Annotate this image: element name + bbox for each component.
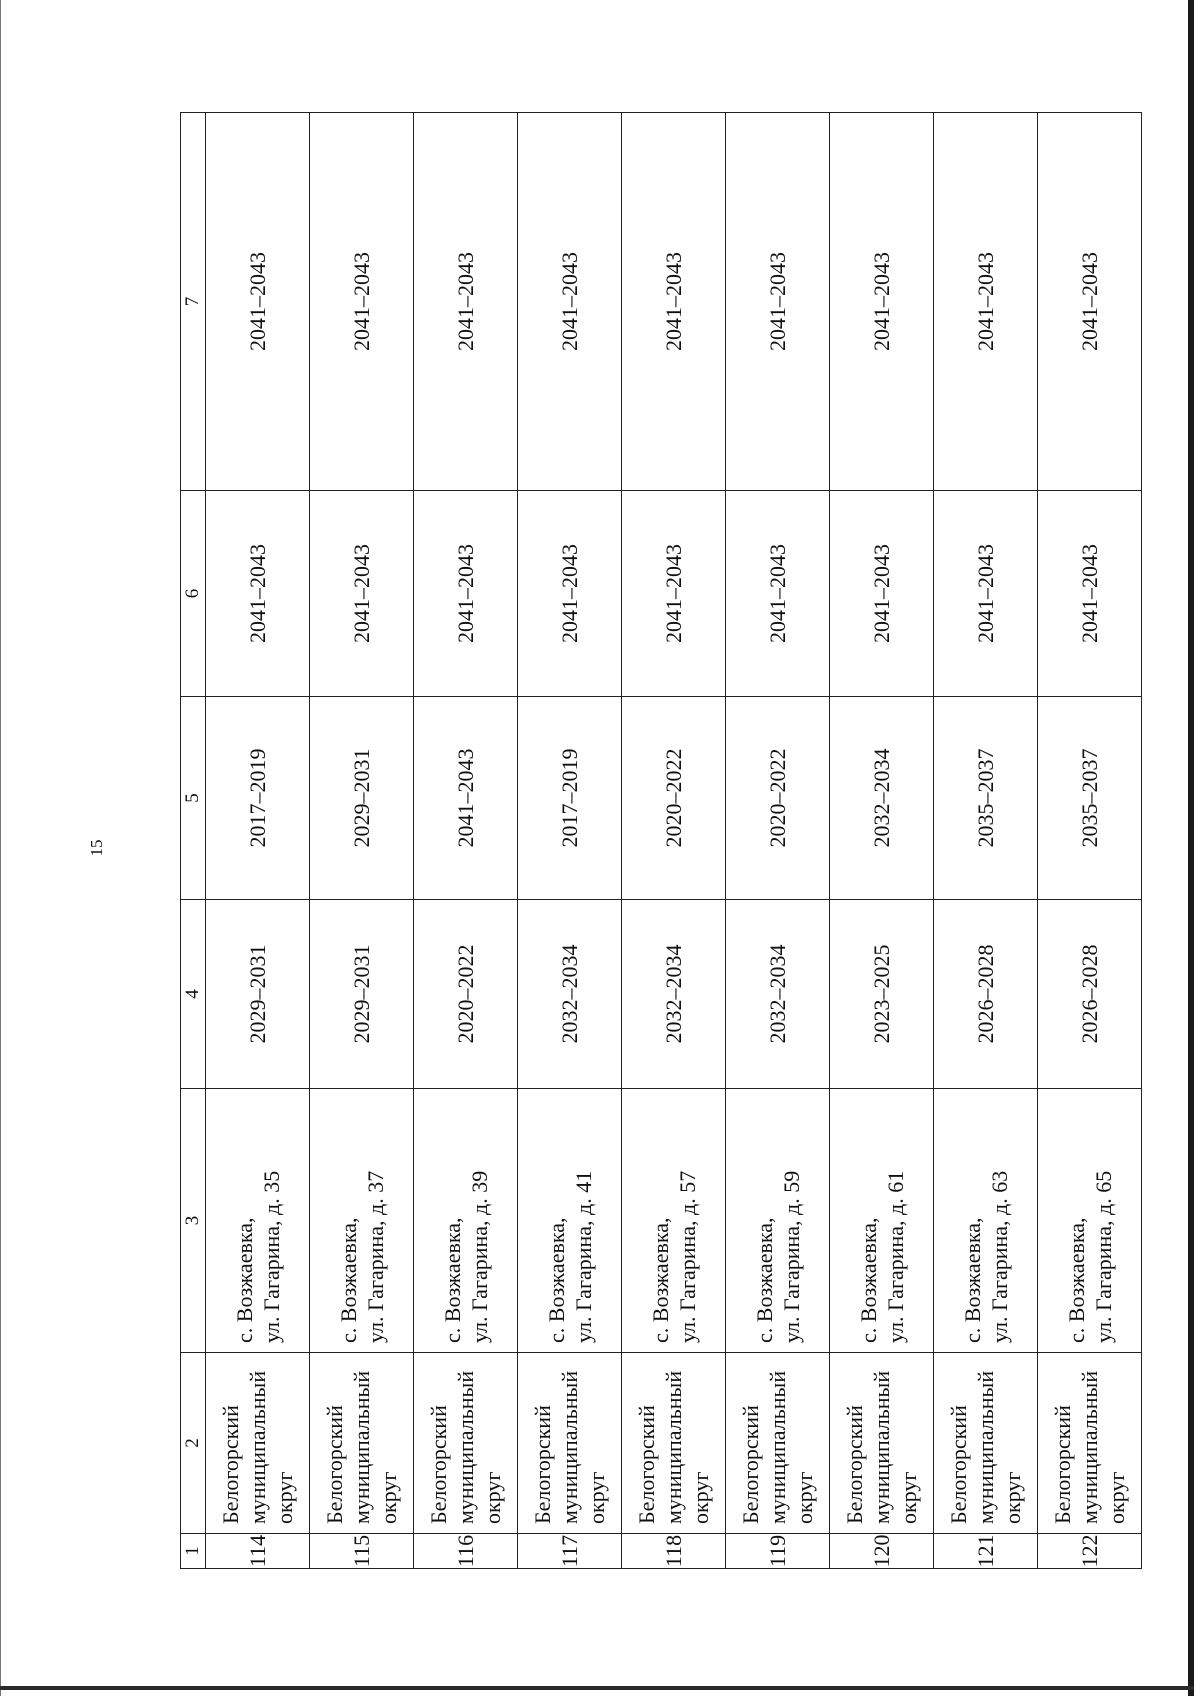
row-number-cell: 115 [310,1534,414,1569]
schedule-table [180,112,1142,1569]
header-col-5: 5 [181,697,206,900]
address-street: ул. Гагарина, д. 39 [466,1170,492,1343]
district-cell: Белогорский муниципальный округ [726,1353,830,1534]
address-cell [830,1089,934,1353]
page-right-border [1188,0,1194,1696]
period-col-6-cell: 2041–2043 [206,491,310,697]
period-col-7-cell: 2041–2043 [934,113,1038,491]
period-col-4-cell: 2029–2031 [206,900,310,1089]
address-cell [726,1089,830,1353]
period-col-5-cell: 2035–2037 [934,697,1038,900]
address-settlement: с. Возжаевка, [439,1217,465,1343]
row-number-cell: 117 [518,1534,622,1569]
period-col-5-cell: 2032–2034 [830,697,934,900]
period-col-6-cell: 2041–2043 [310,491,414,697]
address-settlement: с. Возжаевка, [855,1217,881,1343]
row-number-cell: 118 [622,1534,726,1569]
period-col-6-cell: 2041–2043 [726,491,830,697]
header-col-4: 4 [181,900,206,1089]
period-col-5-cell: 2035–2037 [1038,697,1142,900]
address-cell [414,1089,518,1353]
address-settlement: с. Возжаевка, [959,1217,985,1343]
period-col-5-cell: 2041–2043 [414,697,518,900]
district-cell: Белогорский муниципальный округ [518,1353,622,1534]
address-street: ул. Гагарина, д. 35 [258,1170,284,1343]
schedule-table-container [180,113,1134,1569]
header-col-1: 1 [181,1534,206,1569]
table-row [622,113,726,1569]
period-col-7-cell: 2041–2043 [518,113,622,491]
page-left-edge [0,0,1,1696]
table-row [934,113,1038,1569]
header-col-6: 6 [181,491,206,697]
row-number-cell: 119 [726,1534,830,1569]
period-col-6-cell: 2041–2043 [934,491,1038,697]
address-street: ул. Гагарина, д. 65 [1090,1170,1116,1343]
period-col-6-cell: 2041–2043 [1038,491,1142,697]
header-col-2: 2 [181,1353,206,1534]
district-cell: Белогорский муниципальный округ [622,1353,726,1534]
period-col-6-cell: 2041–2043 [518,491,622,697]
period-col-4-cell: 2023–2025 [830,900,934,1089]
page-number: 15 [87,839,106,857]
period-col-7-cell: 2041–2043 [830,113,934,491]
period-col-4-cell: 2029–2031 [310,900,414,1089]
address-cell [1038,1089,1142,1353]
address-street: ул. Гагарина, д. 41 [570,1170,596,1343]
page-bottom-border [0,1686,1194,1690]
address-cell [622,1089,726,1353]
address-settlement: с. Возжаевка, [543,1217,569,1343]
address-street: ул. Гагарина, д. 61 [882,1170,908,1343]
row-number-cell: 121 [934,1534,1038,1569]
period-col-5-cell: 2017–2019 [206,697,310,900]
period-col-7-cell: 2041–2043 [310,113,414,491]
header-col-3: 3 [181,1089,206,1353]
period-col-4-cell: 2026–2028 [1038,900,1142,1089]
period-col-6-cell: 2041–2043 [622,491,726,697]
table-row [830,113,934,1569]
address-cell [934,1089,1038,1353]
table-body [206,113,1142,1569]
period-col-7-cell: 2041–2043 [1038,113,1142,491]
row-number-cell: 120 [830,1534,934,1569]
table-row [1038,113,1142,1569]
district-cell: Белогорский муниципальный округ [830,1353,934,1534]
address-street: ул. Гагарина, д. 63 [986,1170,1012,1343]
period-col-6-cell: 2041–2043 [830,491,934,697]
period-col-4-cell: 2026–2028 [934,900,1038,1089]
address-street: ул. Гагарина, д. 37 [362,1170,388,1343]
period-col-7-cell: 2041–2043 [206,113,310,491]
period-col-7-cell: 2041–2043 [726,113,830,491]
address-settlement: с. Возжаевка, [751,1217,777,1343]
district-cell: Белогорский муниципальный округ [414,1353,518,1534]
period-col-5-cell: 2020–2022 [726,697,830,900]
period-col-7-cell: 2041–2043 [414,113,518,491]
table-row [310,113,414,1569]
table-row [726,113,830,1569]
period-col-5-cell: 2029–2031 [310,697,414,900]
table-row [518,113,622,1569]
address-settlement: с. Возжаевка, [231,1217,257,1343]
district-cell: Белогорский муниципальный округ [206,1353,310,1534]
address-street: ул. Гагарина, д. 57 [674,1170,700,1343]
period-col-7-cell: 2041–2043 [622,113,726,491]
address-settlement: с. Возжаевка, [335,1217,361,1343]
row-number-cell: 114 [206,1534,310,1569]
row-number-cell: 116 [414,1534,518,1569]
header-col-7: 7 [181,113,206,491]
table-row [414,113,518,1569]
district-cell: Белогорский муниципальный округ [310,1353,414,1534]
address-settlement: с. Возжаевка, [1063,1217,1089,1343]
period-col-5-cell: 2020–2022 [622,697,726,900]
address-settlement: с. Возжаевка, [647,1217,673,1343]
district-cell: Белогорский муниципальный округ [934,1353,1038,1534]
period-col-6-cell: 2041–2043 [414,491,518,697]
row-number-cell: 122 [1038,1534,1142,1569]
header-row [181,113,206,1569]
address-cell [310,1089,414,1353]
period-col-4-cell: 2032–2034 [726,900,830,1089]
period-col-5-cell: 2017–2019 [518,697,622,900]
period-col-4-cell: 2020–2022 [414,900,518,1089]
address-cell [206,1089,310,1353]
address-cell [518,1089,622,1353]
period-col-4-cell: 2032–2034 [518,900,622,1089]
address-street: ул. Гагарина, д. 59 [778,1170,804,1343]
period-col-4-cell: 2032–2034 [622,900,726,1089]
table-row [206,113,310,1569]
district-cell: Белогорский муниципальный округ [1038,1353,1142,1534]
